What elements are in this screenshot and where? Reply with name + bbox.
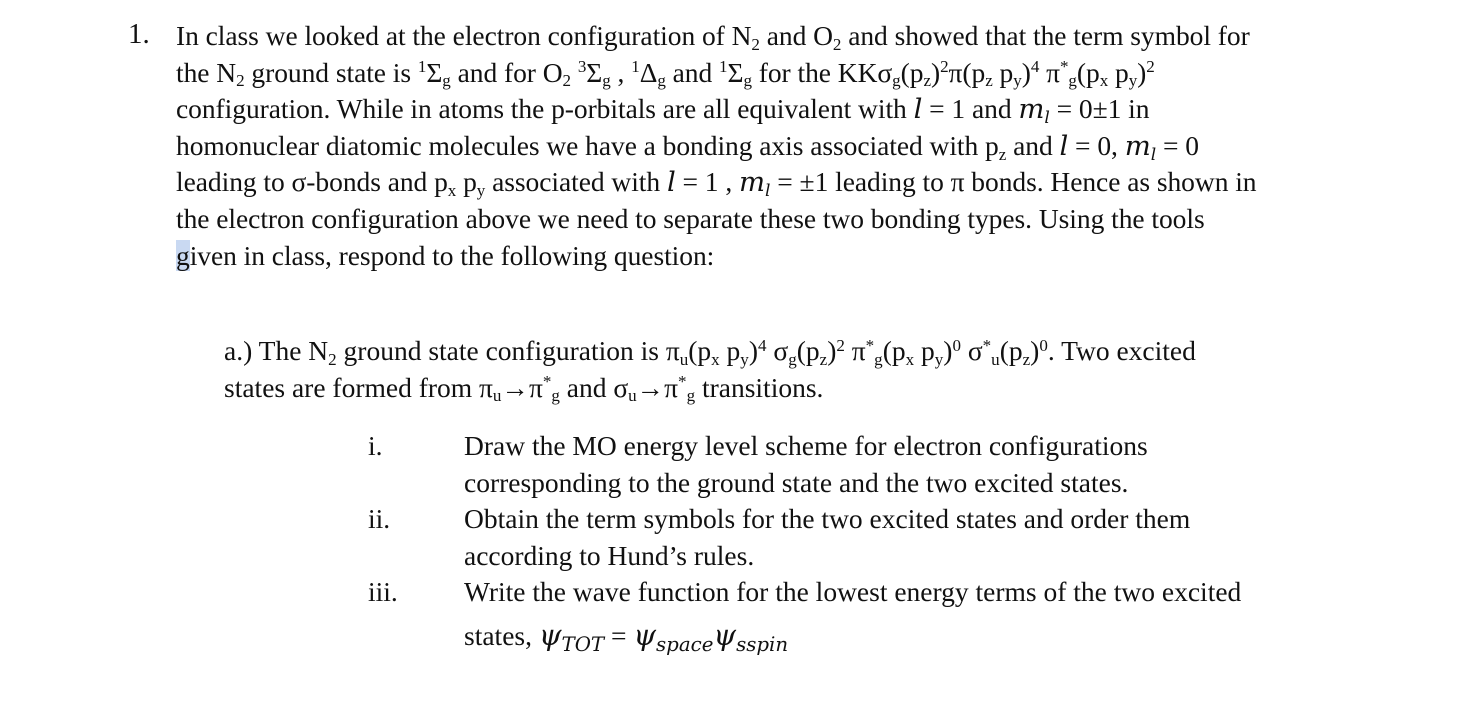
part-a-line-2: states are formed from $\pi_u\to\pi^*_g$ and $\sigma_u\to\pi^*_g$ transitions. (224, 371, 824, 406)
psi-tot: ψ (538, 617, 562, 652)
item-ii-text: Obtain the term symbols for the two excited states and order them according to Hund’s rules. (464, 503, 1191, 571)
item-i-text: Draw the MO energy level scheme for electron configurations corresponding to the ground state and the two excited states. (464, 430, 1148, 498)
wavefunction-line: states, $\psi_{TOT} = \psi_{space}\psi_{sspin}$ (464, 617, 789, 656)
item-ii-number: ii. (368, 503, 391, 534)
psi-space: ψ (633, 617, 657, 652)
intro-line-2: the $N_2$ ground state is $^1\Sigma_g$ and for $O_2$ $^3\Sigma_g$ , $^1\Delta_g$ and $^1\Sigma_g$ for the $KK\sigma_g(p_z)^2\pi(p_z$ $p_y)^4$ $\pi^*_g(p_x$ $p_y)^2$ (176, 56, 1155, 91)
question-number: 1. (128, 18, 150, 50)
intro-line-5: leading to σ-bonds and $p_x$ $p_y$ associated with l = 1 , $m_l = \pm 1$ leading to π bonds. Hence as shown in (176, 166, 1257, 202)
part-a-line-1: a.) The $N_2$ ground state configuration is $\pi_u(p_x$ $p_y)^4$ $\sigma_g(p_z)^2$ $\pi^*_g(p_x$ $p_y)^0$ $\sigma^*_u(p_z)^0$. Two excited (224, 335, 1196, 369)
question-intro (176, 18, 1356, 274)
part-a-label: a.) (224, 335, 253, 366)
arrow-icon: → (501, 371, 529, 403)
arrow-icon: → (636, 371, 665, 403)
intro-line-6: the electron configuration above we need to separate these two bonding types. Using the tools (176, 202, 1205, 234)
intro-line-7: given in class, respond to the following question: (176, 239, 715, 271)
intro-line-4: homonuclear diatomic molecules we have a bonding axis associated with $p_z$ and l = 0, $m_l = 0$ (176, 129, 1199, 165)
intro-line-3: configuration. While in atoms the p-orbitals are all equivalent with l = 1 and $m_l = 0\pm 1$ in (176, 93, 1150, 128)
item-i-number: i. (368, 430, 383, 461)
part-a (224, 333, 1344, 406)
intro-line-1: In class we looked at the electron configuration of $N_2$ and $O_2$ and showed that the term symbol for (176, 20, 1250, 54)
item-iii-number: iii. (368, 576, 398, 607)
psi-spin: ψ (713, 617, 737, 652)
item-iii-text: Write the wave function for the lowest energy terms of the two excited states, $\psi_{TOT} = \psi_{space}\psi_{sspin}$ (464, 574, 1364, 657)
selection-highlight: g (176, 239, 190, 271)
